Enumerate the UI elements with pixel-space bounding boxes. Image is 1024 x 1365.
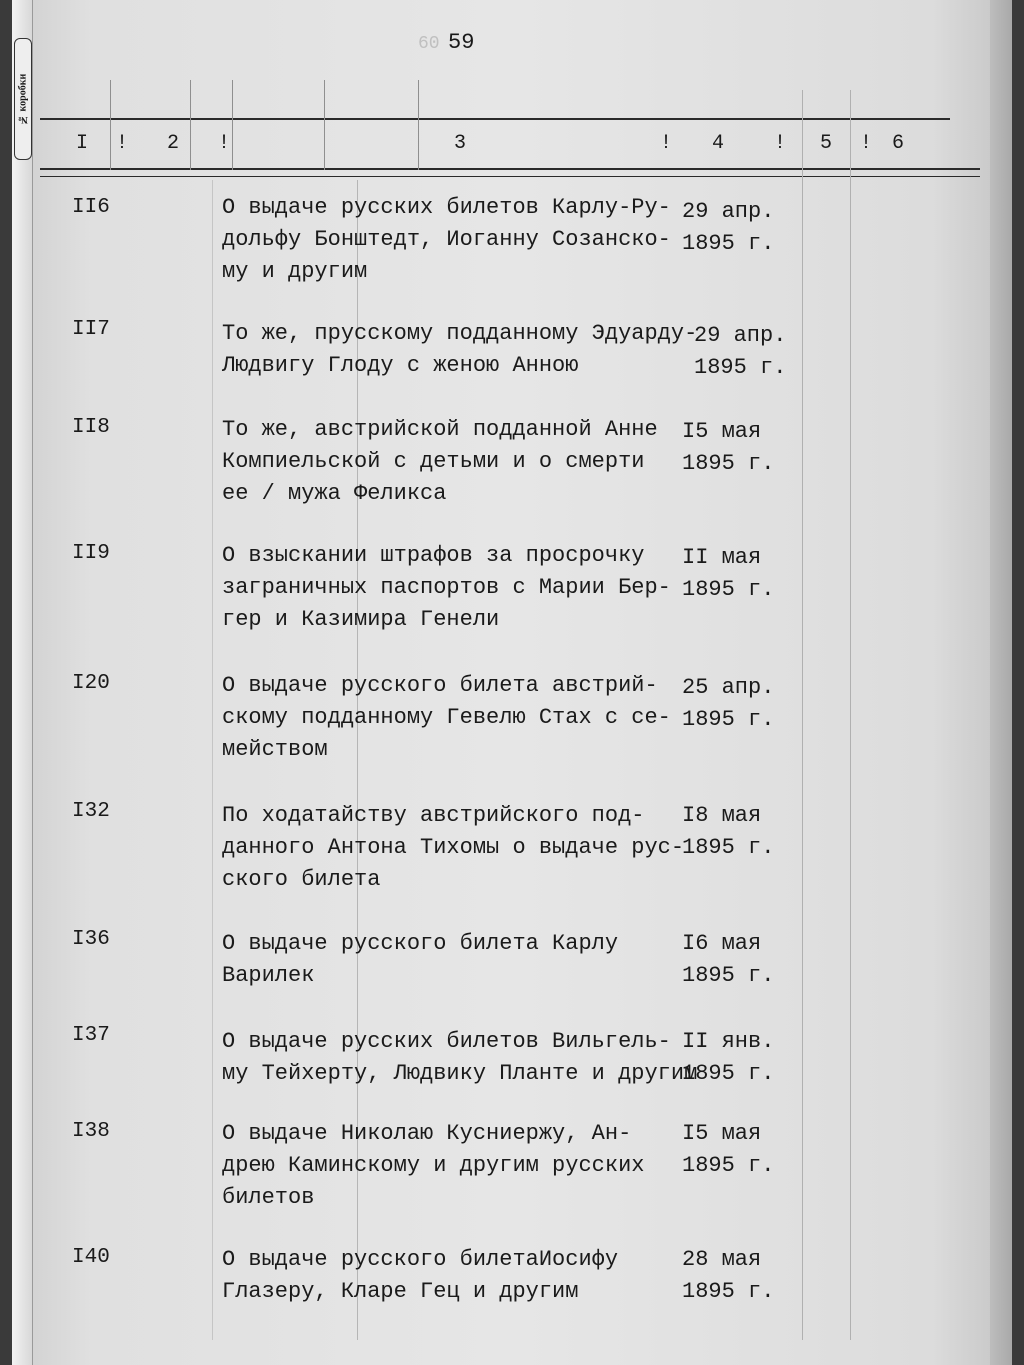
case-number: II7	[72, 318, 110, 341]
case-date: II мая 1895 г.	[682, 545, 775, 602]
case-date: I5 мая 1895 г.	[682, 419, 775, 476]
page-number: 59	[448, 30, 475, 55]
column-rule	[850, 90, 851, 1340]
case-number: II9	[72, 542, 110, 565]
case-title: О выдаче русского билета австрий- скому подданному Гевелю Стах с се- мейством	[222, 673, 671, 762]
binding-edge	[12, 0, 33, 1365]
column-rule	[212, 180, 213, 1340]
column-rule	[232, 80, 233, 170]
column-separator: !	[116, 132, 129, 155]
column-separator: !	[660, 132, 673, 155]
case-number: I20	[72, 672, 110, 695]
case-date: 25 апр. 1895 г.	[682, 675, 775, 732]
column-header-3: 3	[454, 132, 467, 155]
column-rule	[802, 90, 803, 1340]
column-header-5: 5	[820, 132, 833, 155]
column-separator: !	[218, 132, 231, 155]
case-number: I37	[72, 1024, 110, 1047]
case-date: 29 апр. 1895 г.	[682, 199, 775, 256]
case-title: О выдаче русских билетов Вильгель- му Тейхерту, Людвику Планте и другим	[222, 1029, 698, 1086]
case-number: II6	[72, 196, 110, 219]
case-title: О выдаче Николаю Кусниержу, Ан- дрею Каминскому и другим русских билетов	[222, 1121, 645, 1210]
column-rule	[110, 80, 111, 170]
case-number: I40	[72, 1246, 110, 1269]
box-number-label: № коробки	[14, 38, 32, 160]
case-title: О выдаче русских билетов Карлу-Ру- дольфу Бонштедт, Иоганну Созанско- му и другим	[222, 195, 671, 284]
ghost-page-number: 60	[418, 34, 440, 54]
column-rule	[190, 80, 191, 170]
case-date: 29 апр. 1895 г.	[694, 323, 787, 380]
case-title: То же, австрийской подданной Анне Компиельской с детьми и о смерти ее / мужа Феликса	[222, 417, 658, 506]
case-number: I36	[72, 928, 110, 951]
header-bottom-rule-2	[40, 176, 980, 177]
case-title: О выдаче русского билетаИосифу Глазеру, Кларе Гец и другим	[222, 1247, 619, 1304]
case-title: То же, прусскому подданному Эдуарду- Людвигу Глоду с женою Анною	[222, 321, 698, 378]
case-number: I32	[72, 800, 110, 823]
page-shadow-edge	[990, 0, 1012, 1365]
column-header-6: 6	[892, 132, 905, 155]
column-rule	[418, 80, 419, 170]
case-date: I6 мая 1895 г.	[682, 931, 775, 988]
case-title: О взыскании штрафов за просрочку заграничных паспортов с Марии Бер- гер и Казимира Генели	[222, 543, 671, 632]
case-date: 28 мая 1895 г.	[682, 1247, 775, 1304]
column-header-2: 2	[167, 132, 180, 155]
case-title: О выдаче русского билета Карлу Варилек	[222, 931, 619, 988]
case-date: I5 мая 1895 г.	[682, 1121, 775, 1178]
column-separator: !	[774, 132, 787, 155]
case-date: I8 мая 1895 г.	[682, 803, 775, 860]
column-rule	[324, 80, 325, 170]
header-top-rule	[40, 118, 950, 120]
case-number: I38	[72, 1120, 110, 1143]
column-header-4: 4	[712, 132, 725, 155]
case-date: II янв. 1895 г.	[682, 1029, 775, 1086]
header-bottom-rule	[40, 168, 980, 170]
column-header-1: I	[76, 132, 89, 155]
column-separator: !	[860, 132, 873, 155]
case-number: II8	[72, 416, 110, 439]
case-title: По ходатайству австрийского под- данного Антона Тихомы о выдаче рус- ского билета	[222, 803, 685, 892]
document-page	[12, 0, 1012, 1365]
